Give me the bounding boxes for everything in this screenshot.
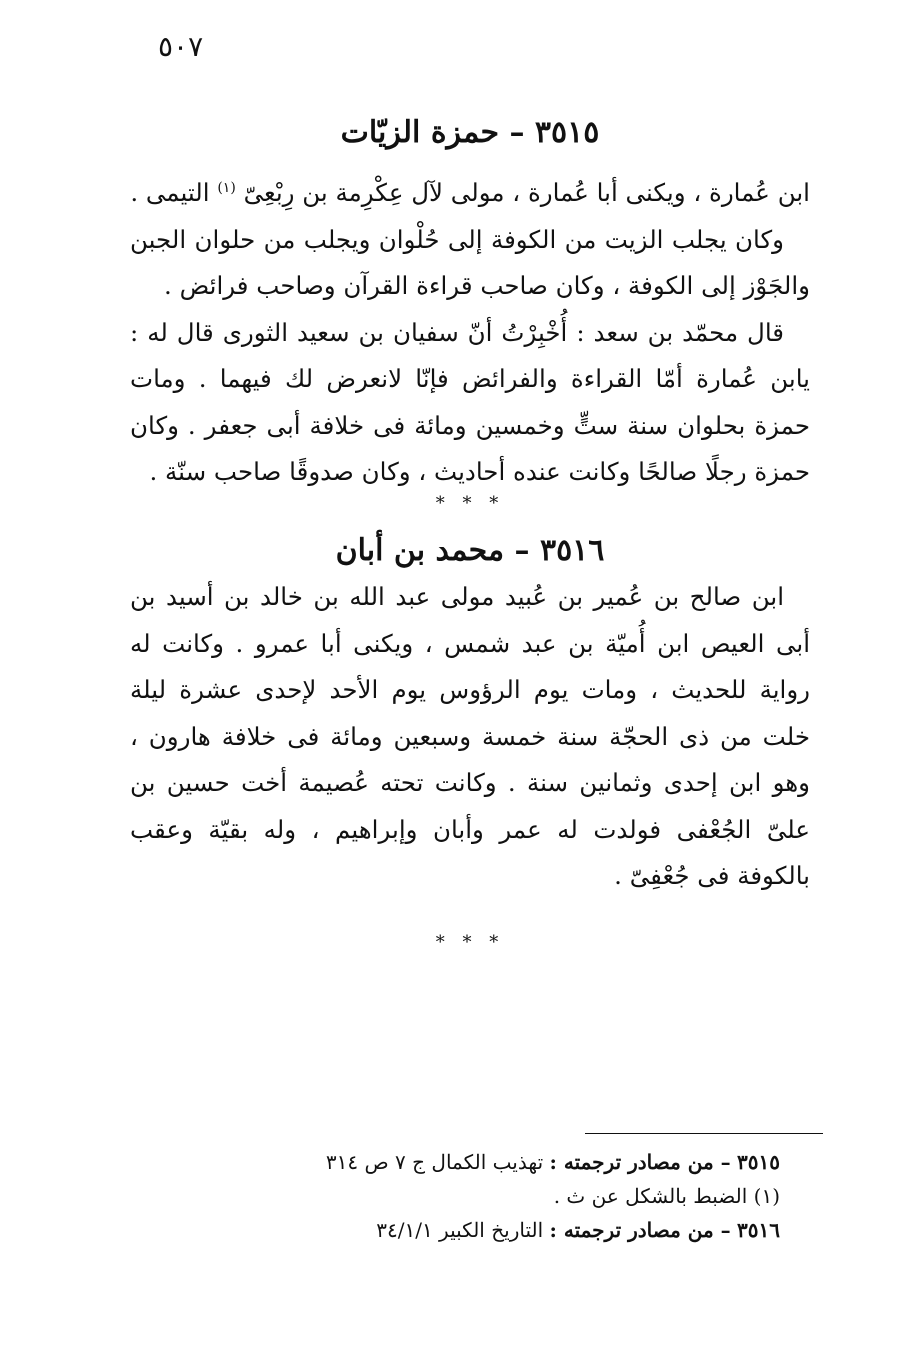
page-number: ٥٠٧ [158, 30, 204, 63]
section-separator: * * * [435, 932, 505, 953]
paragraph-text: التيمى . [130, 178, 210, 207]
footnote-text: الضبط بالشكل عن ث . [553, 1184, 748, 1208]
footnote-label: – من مصادر ترجمته : [549, 1218, 731, 1242]
paragraph: ابن صالح بن عُمير بن عُبيد مولى عبد الله بن خالد بن أسيد بن أبى العيص ابن أُميّة بن عبد شمس ، ويكنى أبا عمرو . وكانت له رواية للحديث ، ومات يوم الرؤوس يوم الأحد لإحدى عشرة ليلة خلت من ذى الحجّة سنة خمسة وسبعين ومائة فى خلافة هارون ، وهو ابن إحدى وثمانين سنة . وكانت تحته عُصيمة أخت حسين بن علىّ الجُعْفى فولدت له عمر وأبان وإبراهيم ، وله بقيّة وعقب بالكوفة فى جُعْفِىّ . [130, 582, 810, 890]
footnote-number: ٣٥١٥ [737, 1150, 780, 1174]
footnote-number: ٣٥١٦ [737, 1218, 780, 1242]
entry-body-3516 [130, 574, 810, 900]
entry-body-3515 [130, 170, 810, 496]
footnote-source-3516 [130, 1213, 780, 1247]
footnote-text: تهذيب الكمال ج ٧ ص ٣١٤ [325, 1150, 544, 1174]
footnotes [130, 1145, 780, 1247]
paragraph [130, 170, 810, 217]
footnote-source-3515 [130, 1145, 780, 1179]
paragraph: قال محمّد بن سعد : أُخْبِرْتُ أنّ سفيان بن سعيد الثورى قال له : يابن عُمارة أمّا القراءة والفرائض فإنّا لانعرض لك فيهما . ومات حمزة بحلوان سنة ستٍّ وخمسين ومائة فى خلافة أبى جعفر . وكان حمزة رجلًا صالحًا وكانت عنده أحاديث ، وكان صدوقًا صاحب سنّة . [130, 317, 810, 486]
entry-title-3516 [130, 531, 810, 571]
section-separator: * * * [435, 493, 505, 514]
entry-title-3515 [130, 113, 810, 153]
paragraph-text: ابن عُمارة ، ويكنى أبا عُمارة ، مولى لآل عِكْرِمة بن رِبْعِىّ [243, 178, 810, 207]
footnote-1 [130, 1179, 780, 1213]
footnote-number: (١) [753, 1184, 780, 1208]
footnote-marker: (١) [217, 179, 236, 196]
footnote-label: – من مصادر ترجمته : [549, 1150, 731, 1174]
entry-dash: – [509, 115, 525, 150]
entry-name: محمد بن أبان [335, 533, 505, 568]
paragraph: وكان يجلب الزيت من الكوفة إلى حُلْوان ويجلب من حلوان الجبن والجَوْز إلى الكوفة ، وكان صاحب قراءة القرآن وصاحب فرائض . [130, 224, 810, 300]
entry-number: ٣٥١٥ [534, 115, 600, 150]
footnote-divider [585, 1133, 823, 1134]
entry-number: ٣٥١٦ [539, 533, 605, 568]
entry-name: حمزة الزيّات [340, 115, 499, 150]
footnote-text: التاريخ الكبير ٣٤/١/١ [376, 1218, 544, 1242]
entry-dash: – [514, 533, 530, 568]
